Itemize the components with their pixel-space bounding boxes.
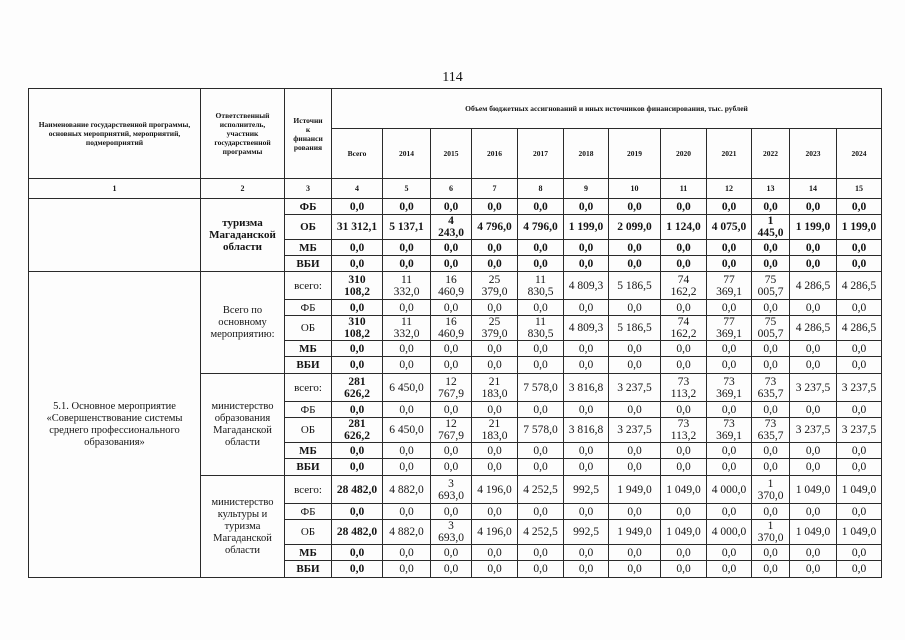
year-value-cell: 0,0	[431, 443, 472, 459]
year-value-cell: 21 183,0	[472, 374, 518, 402]
year-value-cell: 0,0	[431, 545, 472, 561]
year-value-cell: 0,0	[518, 459, 564, 476]
year-value-cell: 1 049,0	[661, 476, 707, 504]
header-year: 2015	[431, 129, 472, 179]
year-value-cell: 0,0	[564, 300, 609, 316]
year-value-cell: 0,0	[564, 443, 609, 459]
year-value-cell: 4 196,0	[472, 476, 518, 504]
year-value-cell: 4 000,0	[707, 520, 752, 545]
year-value-cell: 0,0	[383, 199, 431, 215]
program-name-cell	[29, 199, 201, 272]
year-value-cell: 1 049,0	[837, 520, 882, 545]
year-value-cell: 73 635,7	[752, 374, 790, 402]
table-header	[29, 89, 882, 199]
year-value-cell: 1 949,0	[609, 476, 661, 504]
header-funding-source	[285, 89, 332, 179]
header-program-name: Наименование государственной программы, основных мероприятий, мероприятий, подмероприятий	[29, 89, 201, 179]
total-value-cell: 0,0	[332, 357, 383, 374]
year-value-cell: 0,0	[707, 443, 752, 459]
year-value-cell: 0,0	[707, 402, 752, 418]
year-value-cell: 0,0	[661, 402, 707, 418]
header-year: 2016	[472, 129, 518, 179]
year-value-cell: 0,0	[383, 443, 431, 459]
year-value-cell: 0,0	[518, 199, 564, 215]
year-value-cell: 0,0	[837, 300, 882, 316]
year-value-cell: 0,0	[518, 402, 564, 418]
year-value-cell: 11 830,5	[518, 272, 564, 300]
funding-source-cell: ФБ	[285, 504, 332, 520]
year-value-cell: 0,0	[564, 504, 609, 520]
year-value-cell: 0,0	[518, 443, 564, 459]
year-value-cell: 0,0	[661, 504, 707, 520]
year-value-cell: 0,0	[431, 357, 472, 374]
year-value-cell: 0,0	[609, 402, 661, 418]
year-value-cell: 0,0	[564, 545, 609, 561]
year-value-cell: 0,0	[707, 341, 752, 357]
header-column-number: 4	[332, 179, 383, 199]
year-value-cell: 0,0	[383, 504, 431, 520]
year-value-cell: 0,0	[564, 240, 609, 256]
year-value-cell: 0,0	[790, 504, 837, 520]
year-value-cell: 0,0	[790, 545, 837, 561]
total-value-cell: 0,0	[332, 459, 383, 476]
year-value-cell: 4 796,0	[472, 215, 518, 240]
year-value-cell: 0,0	[790, 561, 837, 578]
year-value-cell: 0,0	[661, 561, 707, 578]
year-value-cell: 0,0	[383, 357, 431, 374]
header-column-number: 9	[564, 179, 609, 199]
header-column-number: 11	[661, 179, 707, 199]
year-value-cell: 4 796,0	[518, 215, 564, 240]
year-value-cell: 0,0	[472, 561, 518, 578]
year-value-cell: 0,0	[564, 341, 609, 357]
year-value-cell: 3 816,8	[564, 418, 609, 443]
year-value-cell: 4 286,5	[837, 272, 882, 300]
year-value-cell: 0,0	[518, 256, 564, 272]
year-value-cell: 0,0	[431, 402, 472, 418]
header-funding-source-label: Источни к финанси рования	[293, 115, 323, 152]
year-value-cell: 0,0	[837, 256, 882, 272]
year-value-cell: 0,0	[752, 341, 790, 357]
year-value-cell: 0,0	[837, 504, 882, 520]
year-value-cell: 25 379,0	[472, 316, 518, 341]
year-value-cell: 0,0	[707, 256, 752, 272]
year-value-cell: 0,0	[383, 545, 431, 561]
total-value-cell: 0,0	[332, 443, 383, 459]
year-value-cell: 0,0	[383, 341, 431, 357]
year-value-cell: 0,0	[383, 300, 431, 316]
year-value-cell: 0,0	[472, 256, 518, 272]
year-value-cell: 4 882,0	[383, 476, 431, 504]
total-value-cell: 281 626,2	[332, 374, 383, 402]
total-value-cell: 0,0	[332, 256, 383, 272]
year-value-cell: 0,0	[661, 545, 707, 561]
funding-source-cell: ОБ	[285, 316, 332, 341]
year-value-cell: 0,0	[564, 357, 609, 374]
year-value-cell: 4 286,5	[837, 316, 882, 341]
year-value-cell: 0,0	[752, 504, 790, 520]
header-row	[29, 89, 882, 129]
year-value-cell: 0,0	[837, 357, 882, 374]
year-value-cell: 0,0	[472, 199, 518, 215]
year-value-cell: 12 767,9	[431, 374, 472, 402]
year-value-cell: 1 124,0	[661, 215, 707, 240]
total-value-cell: 281 626,2	[332, 418, 383, 443]
year-value-cell: 0,0	[752, 300, 790, 316]
total-value-cell: 0,0	[332, 561, 383, 578]
year-value-cell: 1 199,0	[564, 215, 609, 240]
year-value-cell: 0,0	[707, 561, 752, 578]
table-body	[29, 199, 882, 578]
total-value-cell: 31 312,1	[332, 215, 383, 240]
total-value-cell: 0,0	[332, 402, 383, 418]
year-value-cell: 73 369,1	[707, 374, 752, 402]
year-value-cell: 0,0	[431, 256, 472, 272]
year-value-cell: 0,0	[790, 240, 837, 256]
year-value-cell: 1 049,0	[790, 520, 837, 545]
table-row	[29, 272, 882, 300]
total-value-cell: 310 108,2	[332, 272, 383, 300]
year-value-cell: 0,0	[790, 459, 837, 476]
year-value-cell: 0,0	[564, 459, 609, 476]
year-value-cell: 0,0	[707, 504, 752, 520]
year-value-cell: 4 286,5	[790, 316, 837, 341]
total-value-cell: 0,0	[332, 199, 383, 215]
year-value-cell: 0,0	[383, 561, 431, 578]
year-value-cell: 0,0	[472, 357, 518, 374]
year-value-cell: 6 450,0	[383, 418, 431, 443]
header-column-number: 3	[285, 179, 332, 199]
year-value-cell: 4 882,0	[383, 520, 431, 545]
budget-table	[28, 88, 882, 578]
year-value-cell: 3 237,5	[790, 374, 837, 402]
year-value-cell: 0,0	[472, 443, 518, 459]
year-value-cell: 1 949,0	[609, 520, 661, 545]
year-value-cell: 0,0	[431, 459, 472, 476]
header-column-numbers-row	[29, 179, 882, 199]
year-value-cell: 0,0	[472, 240, 518, 256]
year-value-cell: 0,0	[790, 357, 837, 374]
program-name-cell: 5.1. Основное мероприятие «Совершенствование системы среднего профессионального образования»	[29, 272, 201, 578]
year-value-cell: 3 237,5	[609, 374, 661, 402]
total-value-cell: 0,0	[332, 300, 383, 316]
year-value-cell: 4 075,0	[707, 215, 752, 240]
executor-cell: Всего по основному мероприятию:	[201, 272, 285, 374]
year-value-cell: 0,0	[431, 561, 472, 578]
year-value-cell: 3 237,5	[837, 418, 882, 443]
year-value-cell: 0,0	[707, 199, 752, 215]
header-year: 2019	[609, 129, 661, 179]
funding-source-cell: ВБИ	[285, 561, 332, 578]
year-value-cell: 0,0	[661, 459, 707, 476]
year-value-cell: 0,0	[790, 300, 837, 316]
total-value-cell: 28 482,0	[332, 476, 383, 504]
year-value-cell: 1 370,0	[752, 520, 790, 545]
year-value-cell: 0,0	[609, 561, 661, 578]
header-year-total: Всего	[332, 129, 383, 179]
year-value-cell: 0,0	[564, 256, 609, 272]
funding-source-cell: ВБИ	[285, 459, 332, 476]
year-value-cell: 0,0	[609, 545, 661, 561]
year-value-cell: 0,0	[518, 545, 564, 561]
year-value-cell: 0,0	[661, 357, 707, 374]
year-value-cell: 0,0	[564, 561, 609, 578]
header-year: 2018	[564, 129, 609, 179]
year-value-cell: 21 183,0	[472, 418, 518, 443]
year-value-cell: 0,0	[837, 443, 882, 459]
year-value-cell: 74 162,2	[661, 316, 707, 341]
year-value-cell: 0,0	[564, 199, 609, 215]
header-year: 2014	[383, 129, 431, 179]
year-value-cell: 4 286,5	[790, 272, 837, 300]
year-value-cell: 0,0	[661, 341, 707, 357]
header-column-number: 5	[383, 179, 431, 199]
year-value-cell: 0,0	[518, 357, 564, 374]
year-value-cell: 16 460,9	[431, 316, 472, 341]
year-value-cell: 0,0	[661, 443, 707, 459]
year-value-cell: 0,0	[837, 459, 882, 476]
header-column-number: 6	[431, 179, 472, 199]
year-value-cell: 73 113,2	[661, 418, 707, 443]
header-year: 2022	[752, 129, 790, 179]
year-value-cell: 5 186,5	[609, 272, 661, 300]
funding-source-cell: ФБ	[285, 402, 332, 418]
year-value-cell: 0,0	[472, 300, 518, 316]
year-value-cell: 3 693,0	[431, 520, 472, 545]
year-value-cell: 25 379,0	[472, 272, 518, 300]
funding-source-cell: МБ	[285, 240, 332, 256]
total-value-cell: 0,0	[332, 341, 383, 357]
year-value-cell: 0,0	[837, 561, 882, 578]
year-value-cell: 3 693,0	[431, 476, 472, 504]
year-value-cell: 0,0	[837, 199, 882, 215]
year-value-cell: 0,0	[609, 504, 661, 520]
year-value-cell: 77 369,1	[707, 316, 752, 341]
year-value-cell: 5 137,1	[383, 215, 431, 240]
header-column-number: 2	[201, 179, 285, 199]
year-value-cell: 0,0	[609, 199, 661, 215]
year-value-cell: 0,0	[752, 561, 790, 578]
header-budget-title: Объем бюджетных ассигнований и иных источников финансирования, тыс. рублей	[332, 89, 882, 129]
funding-source-cell: МБ	[285, 545, 332, 561]
year-value-cell: 0,0	[431, 199, 472, 215]
year-value-cell: 0,0	[609, 459, 661, 476]
year-value-cell: 0,0	[383, 240, 431, 256]
year-value-cell: 0,0	[837, 240, 882, 256]
year-value-cell: 0,0	[431, 240, 472, 256]
year-value-cell: 0,0	[609, 256, 661, 272]
year-value-cell: 0,0	[472, 545, 518, 561]
year-value-cell: 0,0	[472, 341, 518, 357]
year-value-cell: 0,0	[518, 341, 564, 357]
year-value-cell: 0,0	[790, 402, 837, 418]
year-value-cell: 77 369,1	[707, 272, 752, 300]
year-value-cell: 0,0	[661, 240, 707, 256]
year-value-cell: 75 005,7	[752, 316, 790, 341]
year-value-cell: 0,0	[661, 199, 707, 215]
year-value-cell: 0,0	[707, 545, 752, 561]
year-value-cell: 4 243,0	[431, 215, 472, 240]
header-executor: Ответственный исполнитель, участник государственной программы	[201, 89, 285, 179]
year-value-cell: 992,5	[564, 520, 609, 545]
header-column-number: 1	[29, 179, 201, 199]
year-value-cell: 0,0	[609, 240, 661, 256]
year-value-cell: 11 332,0	[383, 316, 431, 341]
year-value-cell: 0,0	[383, 256, 431, 272]
year-value-cell: 0,0	[518, 561, 564, 578]
year-value-cell: 0,0	[564, 402, 609, 418]
year-value-cell: 0,0	[790, 443, 837, 459]
year-value-cell: 73 635,7	[752, 418, 790, 443]
year-value-cell: 74 162,2	[661, 272, 707, 300]
total-value-cell: 28 482,0	[332, 520, 383, 545]
page-number: 114	[442, 70, 463, 85]
header-year: 2023	[790, 129, 837, 179]
year-value-cell: 0,0	[661, 300, 707, 316]
year-value-cell: 75 005,7	[752, 272, 790, 300]
year-value-cell: 73 113,2	[661, 374, 707, 402]
funding-source-cell: ОБ	[285, 520, 332, 545]
year-value-cell: 0,0	[518, 504, 564, 520]
year-value-cell: 0,0	[661, 256, 707, 272]
year-value-cell: 16 460,9	[431, 272, 472, 300]
year-value-cell: 0,0	[837, 402, 882, 418]
year-value-cell: 0,0	[790, 256, 837, 272]
year-value-cell: 0,0	[518, 240, 564, 256]
funding-source-cell: МБ	[285, 443, 332, 459]
year-value-cell: 0,0	[752, 357, 790, 374]
year-value-cell: 0,0	[752, 443, 790, 459]
year-value-cell: 0,0	[431, 300, 472, 316]
funding-source-cell: МБ	[285, 341, 332, 357]
year-value-cell: 0,0	[752, 240, 790, 256]
funding-source-cell: ФБ	[285, 300, 332, 316]
funding-source-cell: всего:	[285, 272, 332, 300]
funding-source-cell: ОБ	[285, 418, 332, 443]
year-value-cell: 4 000,0	[707, 476, 752, 504]
header-column-number: 15	[837, 179, 882, 199]
year-value-cell: 1 049,0	[790, 476, 837, 504]
year-value-cell: 0,0	[609, 443, 661, 459]
year-value-cell: 0,0	[790, 199, 837, 215]
year-value-cell: 0,0	[431, 341, 472, 357]
header-column-number: 10	[609, 179, 661, 199]
year-value-cell: 3 237,5	[790, 418, 837, 443]
year-value-cell: 0,0	[752, 199, 790, 215]
year-value-cell: 1 199,0	[837, 215, 882, 240]
year-value-cell: 3 237,5	[609, 418, 661, 443]
year-value-cell: 4 809,3	[564, 272, 609, 300]
funding-source-cell: ОБ	[285, 215, 332, 240]
year-value-cell: 1 049,0	[661, 520, 707, 545]
total-value-cell: 0,0	[332, 504, 383, 520]
year-value-cell: 0,0	[752, 459, 790, 476]
year-value-cell: 11 830,5	[518, 316, 564, 341]
header-column-number: 8	[518, 179, 564, 199]
header-year: 2024	[837, 129, 882, 179]
year-value-cell: 2 099,0	[609, 215, 661, 240]
year-value-cell: 4 252,5	[518, 520, 564, 545]
header-column-number: 7	[472, 179, 518, 199]
executor-cell: министерство образования Магаданской области	[201, 374, 285, 476]
year-value-cell: 0,0	[431, 504, 472, 520]
table-row	[29, 199, 882, 215]
year-value-cell: 0,0	[472, 504, 518, 520]
year-value-cell: 0,0	[472, 459, 518, 476]
year-value-cell: 0,0	[707, 240, 752, 256]
year-value-cell: 0,0	[383, 459, 431, 476]
funding-source-cell: ВБИ	[285, 357, 332, 374]
total-value-cell: 0,0	[332, 240, 383, 256]
header-column-number: 14	[790, 179, 837, 199]
year-value-cell: 4 196,0	[472, 520, 518, 545]
year-value-cell: 1 370,0	[752, 476, 790, 504]
header-year: 2021	[707, 129, 752, 179]
year-value-cell: 0,0	[707, 357, 752, 374]
year-value-cell: 4 809,3	[564, 316, 609, 341]
year-value-cell: 3 237,5	[837, 374, 882, 402]
year-value-cell: 0,0	[752, 545, 790, 561]
year-value-cell: 0,0	[518, 300, 564, 316]
year-value-cell: 4 252,5	[518, 476, 564, 504]
total-value-cell: 0,0	[332, 545, 383, 561]
year-value-cell: 0,0	[790, 341, 837, 357]
year-value-cell: 0,0	[707, 300, 752, 316]
year-value-cell: 0,0	[707, 459, 752, 476]
header-column-number: 12	[707, 179, 752, 199]
executor-cell: министерство культуры и туризма Магаданской области	[201, 476, 285, 578]
year-value-cell: 1 445,0	[752, 215, 790, 240]
funding-source-cell: ФБ	[285, 199, 332, 215]
year-value-cell: 0,0	[752, 402, 790, 418]
year-value-cell: 7 578,0	[518, 418, 564, 443]
year-value-cell: 0,0	[837, 341, 882, 357]
year-value-cell: 0,0	[837, 545, 882, 561]
total-value-cell: 310 108,2	[332, 316, 383, 341]
year-value-cell: 12 767,9	[431, 418, 472, 443]
year-value-cell: 992,5	[564, 476, 609, 504]
year-value-cell: 11 332,0	[383, 272, 431, 300]
year-value-cell: 7 578,0	[518, 374, 564, 402]
year-value-cell: 0,0	[472, 402, 518, 418]
year-value-cell: 0,0	[752, 256, 790, 272]
year-value-cell: 1 049,0	[837, 476, 882, 504]
header-year: 2017	[518, 129, 564, 179]
header-column-number: 13	[752, 179, 790, 199]
funding-source-cell: ВБИ	[285, 256, 332, 272]
funding-source-cell: всего:	[285, 374, 332, 402]
executor-cell: туризма Магаданской области	[201, 199, 285, 272]
year-value-cell: 0,0	[609, 357, 661, 374]
year-value-cell: 0,0	[383, 402, 431, 418]
year-value-cell: 5 186,5	[609, 316, 661, 341]
header-year: 2020	[661, 129, 707, 179]
year-value-cell: 1 199,0	[790, 215, 837, 240]
year-value-cell: 0,0	[609, 300, 661, 316]
year-value-cell: 3 816,8	[564, 374, 609, 402]
year-value-cell: 6 450,0	[383, 374, 431, 402]
year-value-cell: 0,0	[609, 341, 661, 357]
funding-source-cell: всего:	[285, 476, 332, 504]
year-value-cell: 73 369,1	[707, 418, 752, 443]
